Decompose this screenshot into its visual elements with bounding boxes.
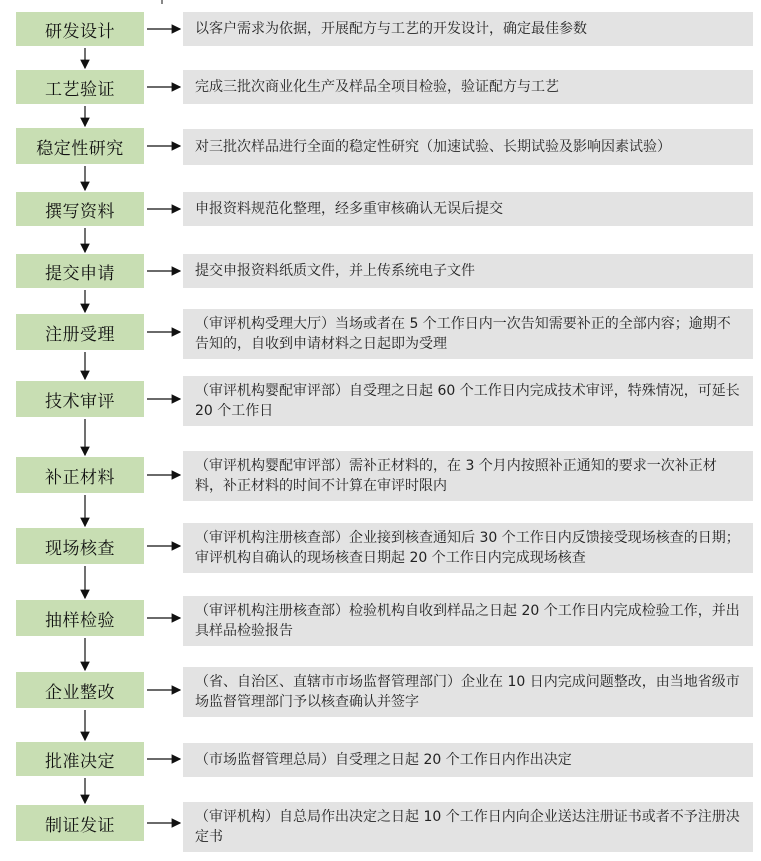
step-title: 注册受理	[45, 324, 115, 345]
step-title: 研发设计	[45, 21, 115, 42]
step-description: （审评机构注册核查部）企业接到核查通知后 30 个工作日内反馈接受现场核查的日期；审评机构自确认的现场核查日期起 20 个工作日内完成现场核查	[195, 530, 740, 566]
step-title: 技术审评	[45, 391, 115, 412]
step-title: 提交申请	[45, 263, 115, 284]
step-description: （审评机构受理大厅）当场或者在 5 个工作日内一次告知需要补正的全部内容；逾期不告知的，自收到申请材料之日起即为受理	[195, 316, 731, 352]
step-description: 提交申报资料纸质文件，并上传系统电子文件	[195, 263, 475, 279]
step-description: （审评机构婴配审评部）自受理之日起 60 个工作日内完成技术审评，特殊情况，可延长 20 个工作日	[195, 383, 740, 419]
step-title: 批准决定	[45, 751, 115, 772]
step-description: （审评机构注册核查部）检验机构自收到样品之日起 20 个工作日内完成检验工作，并出具样品检验报告	[195, 603, 740, 639]
step-title: 抽样检验	[45, 610, 115, 631]
step-title: 制证发证	[45, 815, 115, 836]
step-description: 申报资料规范化整理，经多重审核确认无误后提交	[195, 201, 503, 217]
step-description: （省、自治区、直辖市市场监督管理部门）企业在 10 日内完成问题整改，由当地省级市场监督管理部门予以核查确认并签字	[195, 674, 740, 710]
step-description: 对三批次样品进行全面的稳定性研究（加速试验、长期试验及影响因素试验）	[195, 139, 671, 155]
step-title: 现场核查	[45, 538, 115, 559]
step-title: 稳定性研究	[36, 138, 124, 159]
step-description: （审评机构）自总局作出决定之日起 10 个工作日内向企业送达注册证书或者不予注册决定书	[195, 809, 740, 845]
step-title: 撰写资料	[45, 201, 115, 222]
step-description: 以客户需求为依据，开展配方与工艺的开发设计，确定最佳参数	[195, 21, 587, 37]
step-description: （市场监督管理总局）自受理之日起 20 个工作日内作出决定	[195, 752, 572, 768]
step-title: 工艺验证	[45, 79, 115, 100]
step-description: （审评机构婴配审评部）需补正材料的，在 3 个月内按照补正通知的要求一次补正材料，补正材料的时间不计算在审评时限内	[195, 458, 717, 494]
step-title: 企业整改	[45, 682, 115, 703]
step-title: 补正材料	[45, 467, 115, 488]
step-description: 完成三批次商业化生产及样品全项目检验，验证配方与工艺	[195, 79, 559, 95]
